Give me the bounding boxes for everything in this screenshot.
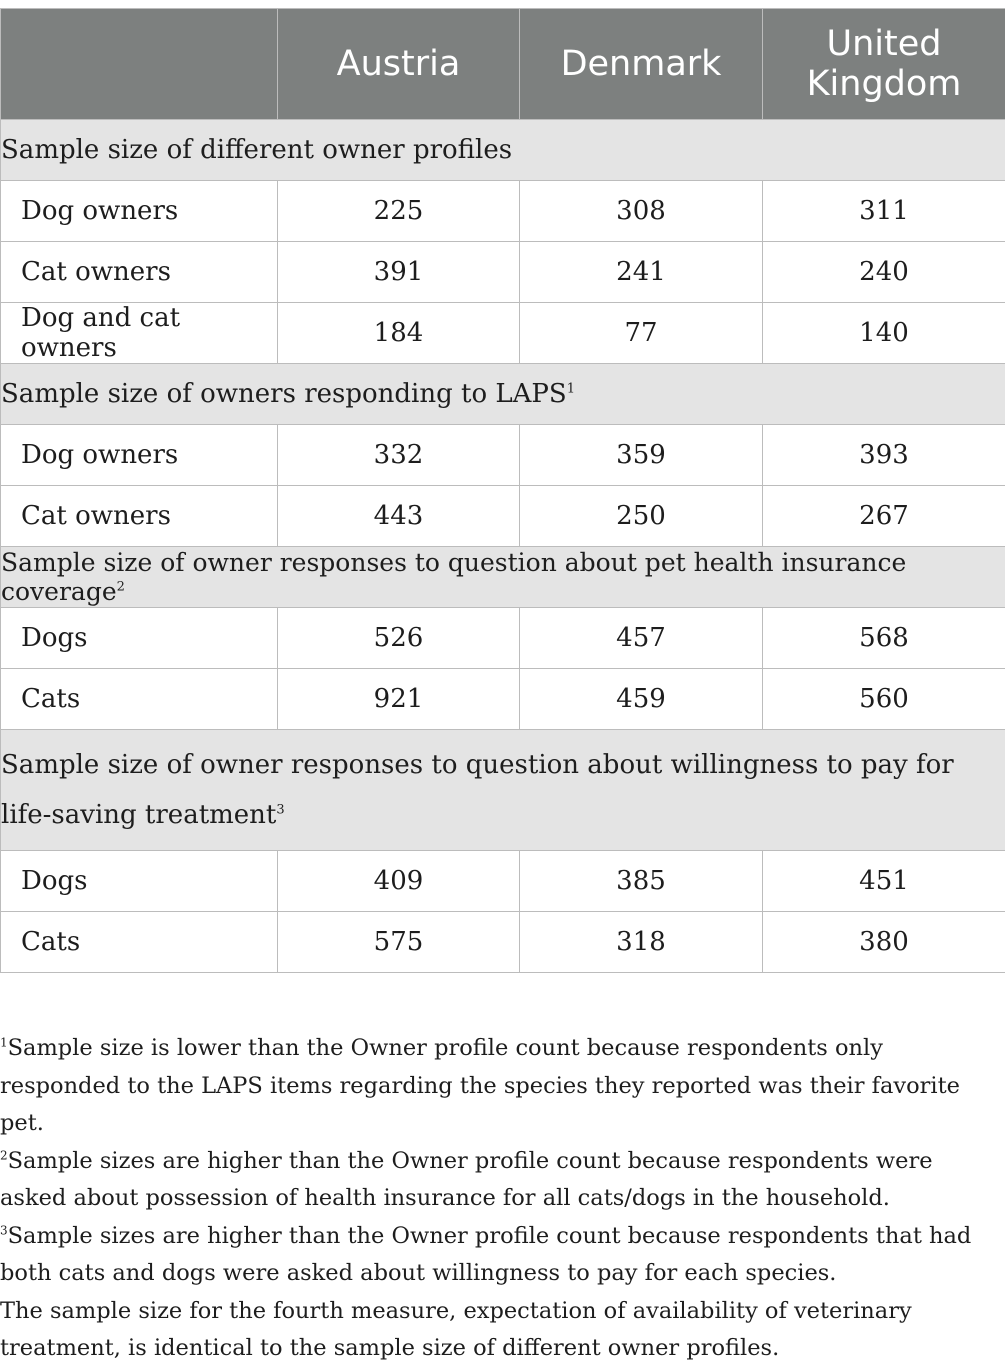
data-table — [0, 8, 1005, 973]
table-row — [1, 486, 1005, 547]
row-label: Dog and cat owners — [1, 303, 278, 364]
cell-austria: 184 — [278, 303, 520, 364]
table-header-row — [1, 9, 1005, 120]
table-row — [1, 303, 1005, 364]
section-header-row — [1, 547, 1005, 608]
cell-denmark: 385 — [520, 851, 763, 912]
header-cell-austria: Austria — [278, 9, 520, 120]
row-label: Cat owners — [1, 486, 278, 547]
header-cell-empty — [1, 9, 278, 120]
section-header-row — [1, 364, 1005, 425]
cell-denmark: 241 — [520, 242, 763, 303]
row-label: Cat owners — [1, 242, 278, 303]
header-cell-denmark: Denmark — [520, 9, 763, 120]
row-label: Dog owners — [1, 181, 278, 242]
cell-united-kingdom: 311 — [763, 181, 1005, 242]
footnote-marker: 1 — [0, 1036, 8, 1050]
footnote: The sample size for the fourth measure, expectation of availability of veterinary treatment, is identical to the sample size of different owner profiles. — [0, 1293, 1003, 1368]
cell-denmark: 308 — [520, 181, 763, 242]
footnote-marker: 3 — [0, 1223, 8, 1237]
section-title: Sample size of owner responses to question about pet health insurance coverage$^2$ — [1, 547, 1005, 608]
table-row — [1, 425, 1005, 486]
cell-united-kingdom: 380 — [763, 912, 1005, 973]
footnote-marker: 2 — [0, 1148, 8, 1162]
row-label: Dogs — [1, 608, 278, 669]
table-row — [1, 912, 1005, 973]
cell-united-kingdom: 568 — [763, 608, 1005, 669]
section-title: Sample size of owners responding to LAPS$^1$ — [1, 364, 1005, 425]
cell-denmark: 457 — [520, 608, 763, 669]
cell-united-kingdom: 267 — [763, 486, 1005, 547]
cell-austria: 409 — [278, 851, 520, 912]
cell-united-kingdom: 560 — [763, 669, 1005, 730]
header-cell-united-kingdom — [763, 9, 1005, 120]
cell-austria: 443 — [278, 486, 520, 547]
cell-denmark: 318 — [520, 912, 763, 973]
section-header-row — [1, 120, 1005, 181]
cell-austria: 921 — [278, 669, 520, 730]
section-header-row — [1, 730, 1005, 851]
row-label: Dogs — [1, 851, 278, 912]
cell-denmark: 459 — [520, 669, 763, 730]
table-row — [1, 851, 1005, 912]
row-label: Cats — [1, 669, 278, 730]
cell-denmark: 77 — [520, 303, 763, 364]
cell-austria: 575 — [278, 912, 520, 973]
cell-austria: 225 — [278, 181, 520, 242]
cell-united-kingdom: 393 — [763, 425, 1005, 486]
footnotes — [0, 1030, 1003, 1368]
cell-united-kingdom: 140 — [763, 303, 1005, 364]
cell-austria: 526 — [278, 608, 520, 669]
header-uk-label: United Kingdom — [794, 24, 974, 104]
footnote-marker: 3 — [276, 802, 284, 817]
footnote-marker: 1 — [567, 381, 575, 396]
footnote: $^3$Sample sizes are higher than the Owner profile count because respondents that had both cats and dogs were asked about willingness to pay for each species. — [0, 1218, 1003, 1293]
table-row — [1, 669, 1005, 730]
cell-denmark: 250 — [520, 486, 763, 547]
cell-united-kingdom: 240 — [763, 242, 1005, 303]
table-row — [1, 181, 1005, 242]
section-title: Sample size of owner responses to question about willingness to pay for life-saving treatment$^3$ — [1, 730, 1005, 851]
footnote: $^1$Sample size is lower than the Owner profile count because respondents only responded to the LAPS items regarding the species they reported was their favorite pet. — [0, 1030, 1003, 1143]
cell-denmark: 359 — [520, 425, 763, 486]
cell-united-kingdom: 451 — [763, 851, 1005, 912]
cell-austria: 332 — [278, 425, 520, 486]
cell-austria: 391 — [278, 242, 520, 303]
row-label: Cats — [1, 912, 278, 973]
footnote-marker: 2 — [117, 580, 125, 595]
section-title: Sample size of different owner profiles — [1, 120, 1005, 181]
footnote: $^2$Sample sizes are higher than the Owner profile count because respondents were asked about possession of health insurance for all cats/dogs in the household. — [0, 1143, 1003, 1218]
row-label: Dog owners — [1, 425, 278, 486]
table-row — [1, 608, 1005, 669]
table-row — [1, 242, 1005, 303]
